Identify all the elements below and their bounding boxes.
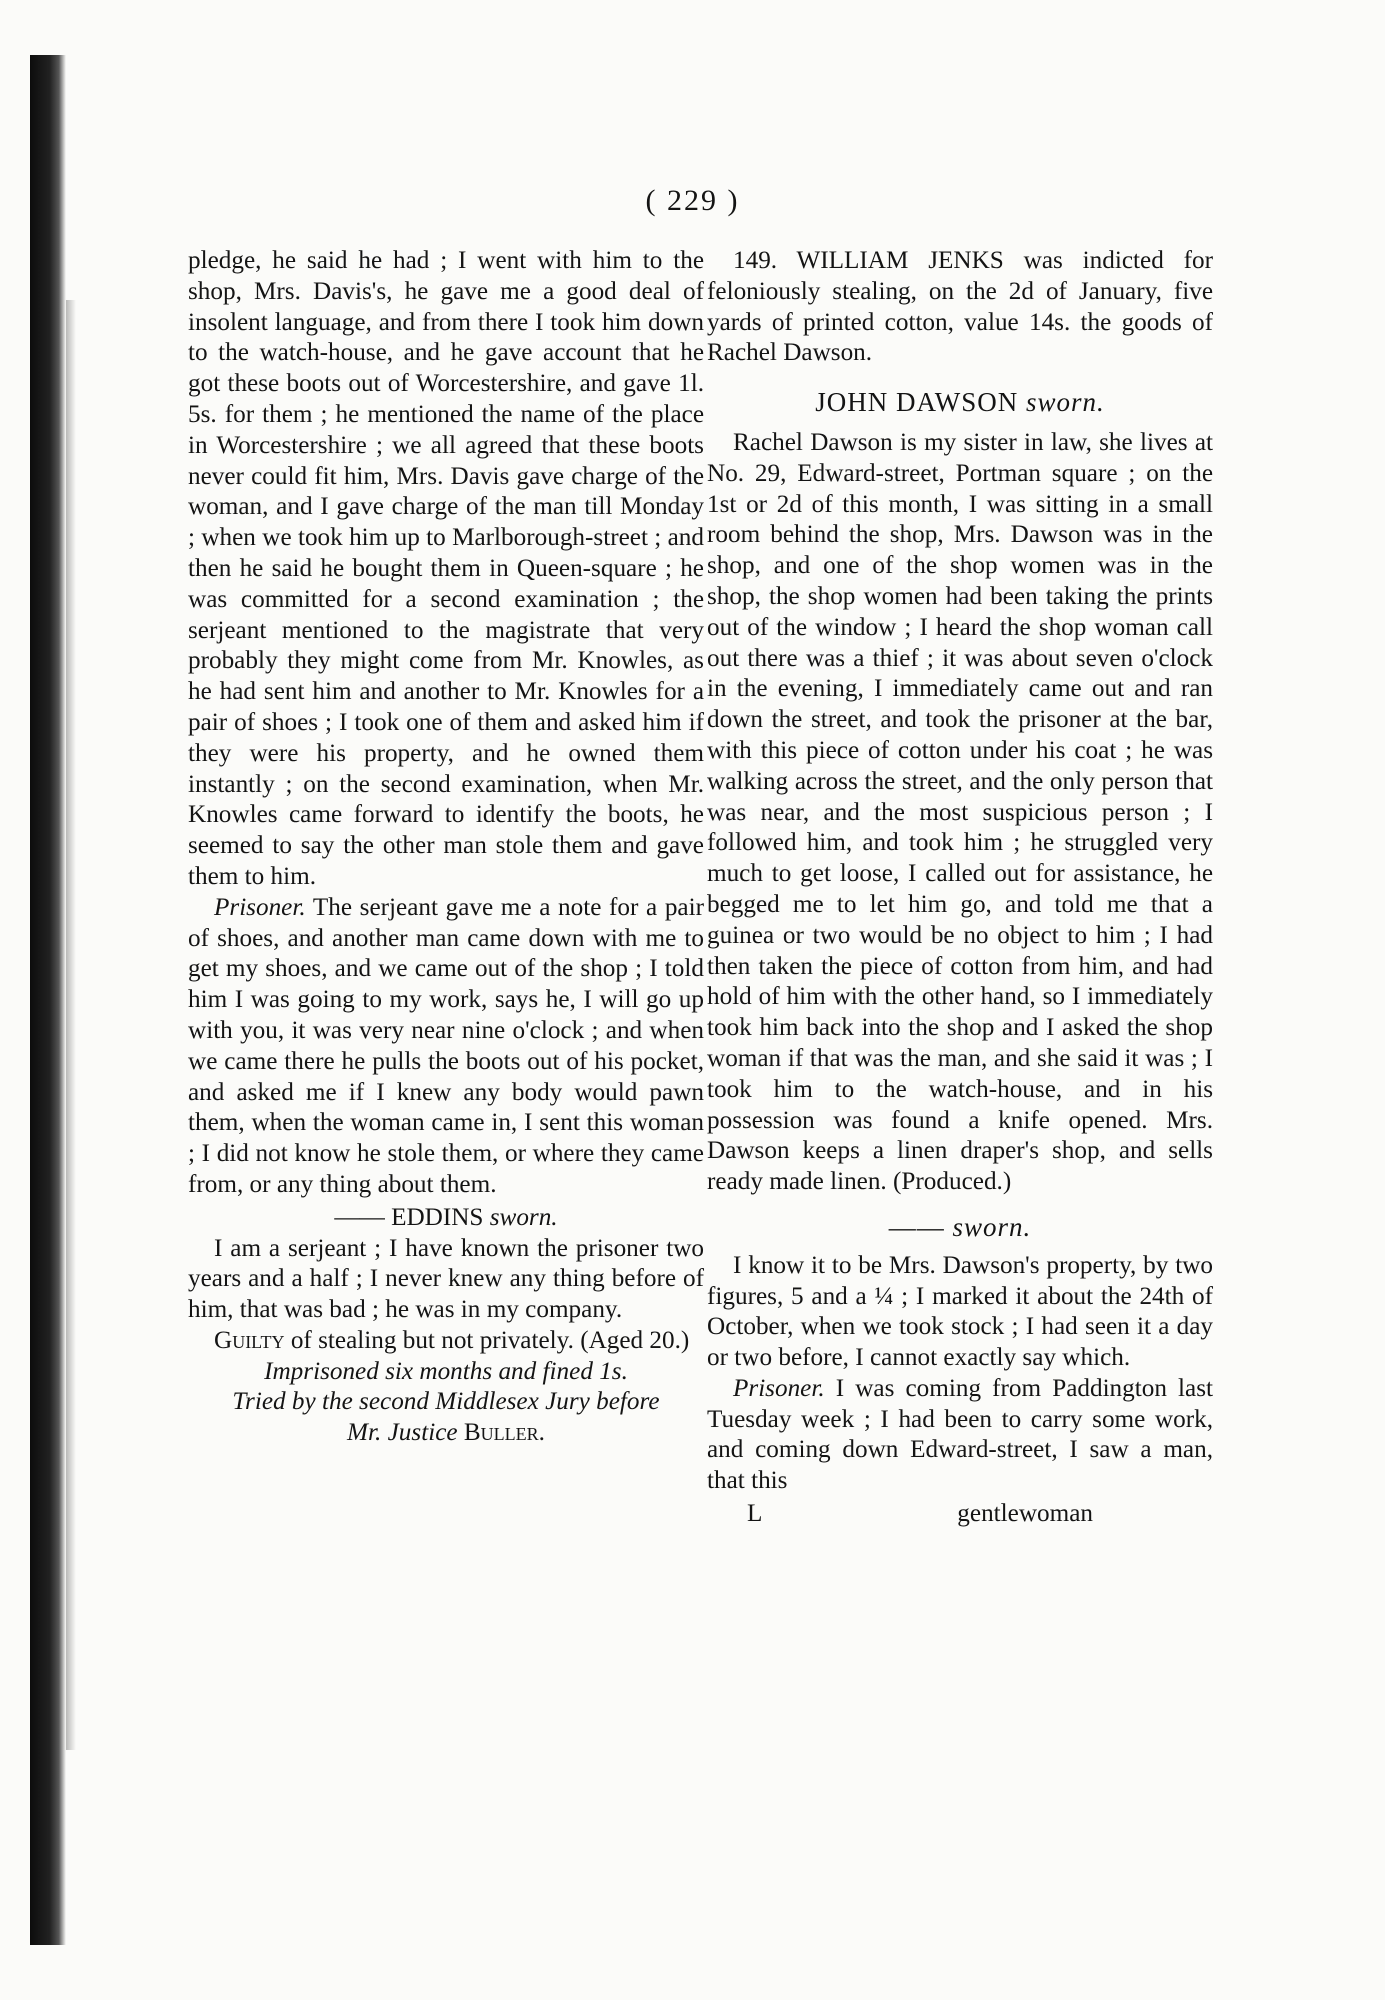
witness-heading <box>707 387 1213 418</box>
verdict-word: Guilty <box>214 1326 285 1354</box>
trial-note: Tried by the second Middlesex Jury before <box>232 1388 660 1416</box>
verdict <box>188 1326 704 1357</box>
prisoner-statement <box>707 1374 1213 1497</box>
witness-name: JOHN DAWSON <box>815 387 1019 418</box>
witness-testimony: I am a serjeant ; I have known the prisoner two years and a half ; I never knew any thing before of him, that was bad ; he was in my company. <box>188 1234 704 1324</box>
left-column <box>188 246 704 1449</box>
witness-name: —— EDDINS <box>334 1203 484 1231</box>
speaker-label: Prisoner. <box>214 893 306 921</box>
signature-mark: L <box>747 1500 763 1528</box>
witness-testimony: I know it to be Mrs. Dawson's property, by two figures, 5 and a ¼ ; I marked it about the 24th of October, when we took stock ; I had seen it a day or two before, I cannot exactly say which. <box>707 1251 1213 1372</box>
judge-line <box>188 1418 704 1449</box>
sentence: Imprisoned six months and fined 1s. <box>264 1357 628 1385</box>
prisoner-statement <box>188 893 704 1201</box>
speaker-label: Prisoner. <box>733 1374 825 1402</box>
catchword: gentlewoman <box>957 1500 1093 1528</box>
judge-prefix: Mr. Justice <box>347 1419 458 1447</box>
witness-heading <box>707 1212 1213 1243</box>
indictment: 149. WILLIAM JENKS was indicted for feloniously stealing, on the 2d of January, five yards of printed cotton, value 14s. the goods of Rachel Dawson. <box>707 247 1213 367</box>
page-footer <box>707 1499 1213 1530</box>
right-column <box>707 246 1213 1530</box>
sworn-label: sworn. <box>952 1211 1032 1242</box>
book-gutter-shadow <box>66 300 76 1750</box>
statement-text: The serjeant gave me a note for a pair of shoes, and another man came down with me to get my shoes, and we came out of the shop ; I told him I was going to my work, says he, I will go up with you, it was very near nine o'clock ; and when we came there he pulls the boots out of his pocket, and asked me if I knew any body would pawn them, when the woman came in, I sent this woman ; I did not know he stole them, or where they came from, or any thing about them. <box>188 893 705 1198</box>
page-number: ( 229 ) <box>645 184 740 217</box>
judge-name: Buller. <box>463 1419 545 1447</box>
statement-text: I was coming from Paddington last Tuesday week ; I had been to carry some work, and coming down Edward-street, I saw a man, that this <box>707 1374 1214 1495</box>
witness-name: —— <box>888 1211 945 1242</box>
sworn-label: sworn. <box>489 1203 558 1231</box>
witness-testimony: Rachel Dawson is my sister in law, she lives at No. 29, Edward-street, Portman square ; on the 1st or 2d of this month, I was sitting in a small room behind the shop, Mrs. Dawson was in the shop, and one of the shop women was in the shop, the shop women had been taking the prints out of the window ; I heard the shop woman call out there was a thief ; it was about seven o'clock in the evening, I immediately came out and ran down the street, and took the prisoner at the bar, with this piece of cotton under his coat ; he was walking across the street, and the only person that was near, and the most suspicious person ; I followed him, and took him ; he struggled very much to get loose, I called out for assistance, he begged me to let him go, and told me that a guinea or two would be no object to him ; I had then taken the piece of cotton from him, and had hold of him with the other hand, so I immediately took him back into the shop and I asked the shop woman if that was the man, and she said it was ; I took him to the watch-house, and in his possession was found a knife opened. Mrs. Dawson keeps a linen draper's shop, and sells ready made linen. (Produced.) <box>707 428 1213 1196</box>
verdict-text: of stealing but not privately. (Aged 20.) <box>290 1326 690 1354</box>
book-spine-shadow <box>30 55 66 1945</box>
witness-heading <box>188 1203 704 1234</box>
testimony-paragraph: pledge, he said he had ; I went with him to the shop, Mrs. Davis's, he gave me a good deal of insolent language, and from there I took him down to the watch-house, and he gave account that he got these boots out of Worcestershire, and gave 1l. 5s. for them ; he mentioned the name of the place in Worcestershire ; we all agreed that these boots never could fit him, Mrs. Davis gave charge of the woman, and I gave charge of the man till Monday ; when we took him up to Marlborough-street ; and then he said he bought them in Queen-square ; he was committed for a second examination ; the serjeant mentioned to the magistrate that very probably they might come from Mr. Knowles, as he had sent him and another to Mr. Knowles for a pair of shoes ; I took one of them and asked him if they were his property, and he owned them instantly ; on the second examination, when Mr. Knowles came forward to identify the boots, he seemed to say the other man stole them and gave them to him. <box>188 247 704 890</box>
sworn-label: sworn. <box>1026 387 1105 418</box>
